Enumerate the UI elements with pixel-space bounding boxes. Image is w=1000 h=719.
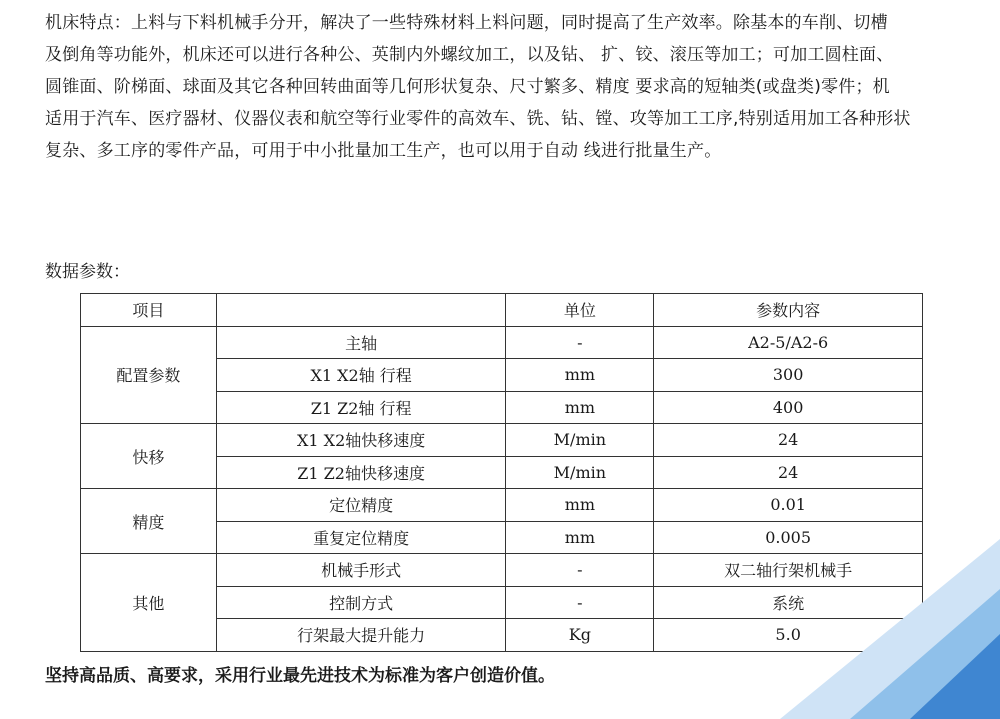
value-cell: 系统 (654, 586, 923, 619)
intro-line: 及倒角等功能外，机床还可以进行各种公、英制内外螺纹加工，以及钻、 扩、铰、滚压等加工；可加工圆柱面、 (45, 45, 894, 65)
header-cell (216, 294, 506, 327)
unit-cell: mm (506, 391, 654, 424)
intro-line: 机床特点：上料与下料机械手分开，解决了一些特殊材料上料问题，同时提高了生产效率。除基本的车削、切槽 (45, 13, 888, 33)
item-cell: 定位精度 (216, 489, 506, 522)
group-cell: 配置参数 (81, 326, 217, 424)
value-cell: 400 (654, 391, 923, 424)
footer-slogan: 坚持高品质、高要求，采用行业最先进技术为标准为客户创造价值。 (45, 666, 555, 686)
value-cell: 双二轴行架机械手 (654, 554, 923, 587)
unit-cell: M/min (506, 424, 654, 457)
value-cell: 0.01 (654, 489, 923, 522)
unit-cell: mm (506, 359, 654, 392)
header-cell: 单位 (506, 294, 654, 327)
unit-cell: Kg (506, 619, 654, 652)
corner-decoration (740, 539, 1000, 719)
table-row (81, 489, 923, 522)
table-row (81, 424, 923, 457)
value-cell: A2-5/A2-6 (654, 326, 923, 359)
intro-line: 复杂、多工序的零件产品，可用于中小批量加工生产，也可以用于自动 线进行批量生产。 (45, 141, 722, 161)
section-label: 数据参数： (45, 262, 130, 282)
value-cell: 24 (654, 424, 923, 457)
unit-cell: - (506, 586, 654, 619)
value-cell: 300 (654, 359, 923, 392)
intro-paragraph (45, 7, 970, 167)
intro-line: 圆锥面、阶梯面、球面及其它各种回转曲面等几何形状复杂、尺寸繁多、精度 要求高的短轴类(或盘类)零件；机 (45, 77, 890, 97)
unit-cell: - (506, 554, 654, 587)
item-cell: 重复定位精度 (216, 521, 506, 554)
item-cell: 机械手形式 (216, 554, 506, 587)
item-cell: Z1 Z2轴 行程 (216, 391, 506, 424)
item-cell: 主轴 (216, 326, 506, 359)
value-cell: 24 (654, 456, 923, 489)
item-cell: 控制方式 (216, 586, 506, 619)
unit-cell: mm (506, 521, 654, 554)
group-cell: 快移 (81, 424, 217, 489)
table-header-row (81, 294, 923, 327)
value-cell: 5.0 (654, 619, 923, 652)
group-cell: 精度 (81, 489, 217, 554)
header-cell: 参数内容 (654, 294, 923, 327)
item-cell: X1 X2轴 行程 (216, 359, 506, 392)
unit-cell: - (506, 326, 654, 359)
group-cell: 其他 (81, 554, 217, 652)
unit-cell: M/min (506, 456, 654, 489)
item-cell: 行架最大提升能力 (216, 619, 506, 652)
table-row (81, 326, 923, 359)
item-cell: X1 X2轴快移速度 (216, 424, 506, 457)
value-cell: 0.005 (654, 521, 923, 554)
intro-line: 适用于汽车、医疗器材、仪器仪表和航空等行业零件的高效车、铣、钻、镗、攻等加工工序,特别适用加工各种形状 (45, 109, 911, 129)
item-cell: Z1 Z2轴快移速度 (216, 456, 506, 489)
header-cell: 项目 (81, 294, 217, 327)
unit-cell: mm (506, 489, 654, 522)
